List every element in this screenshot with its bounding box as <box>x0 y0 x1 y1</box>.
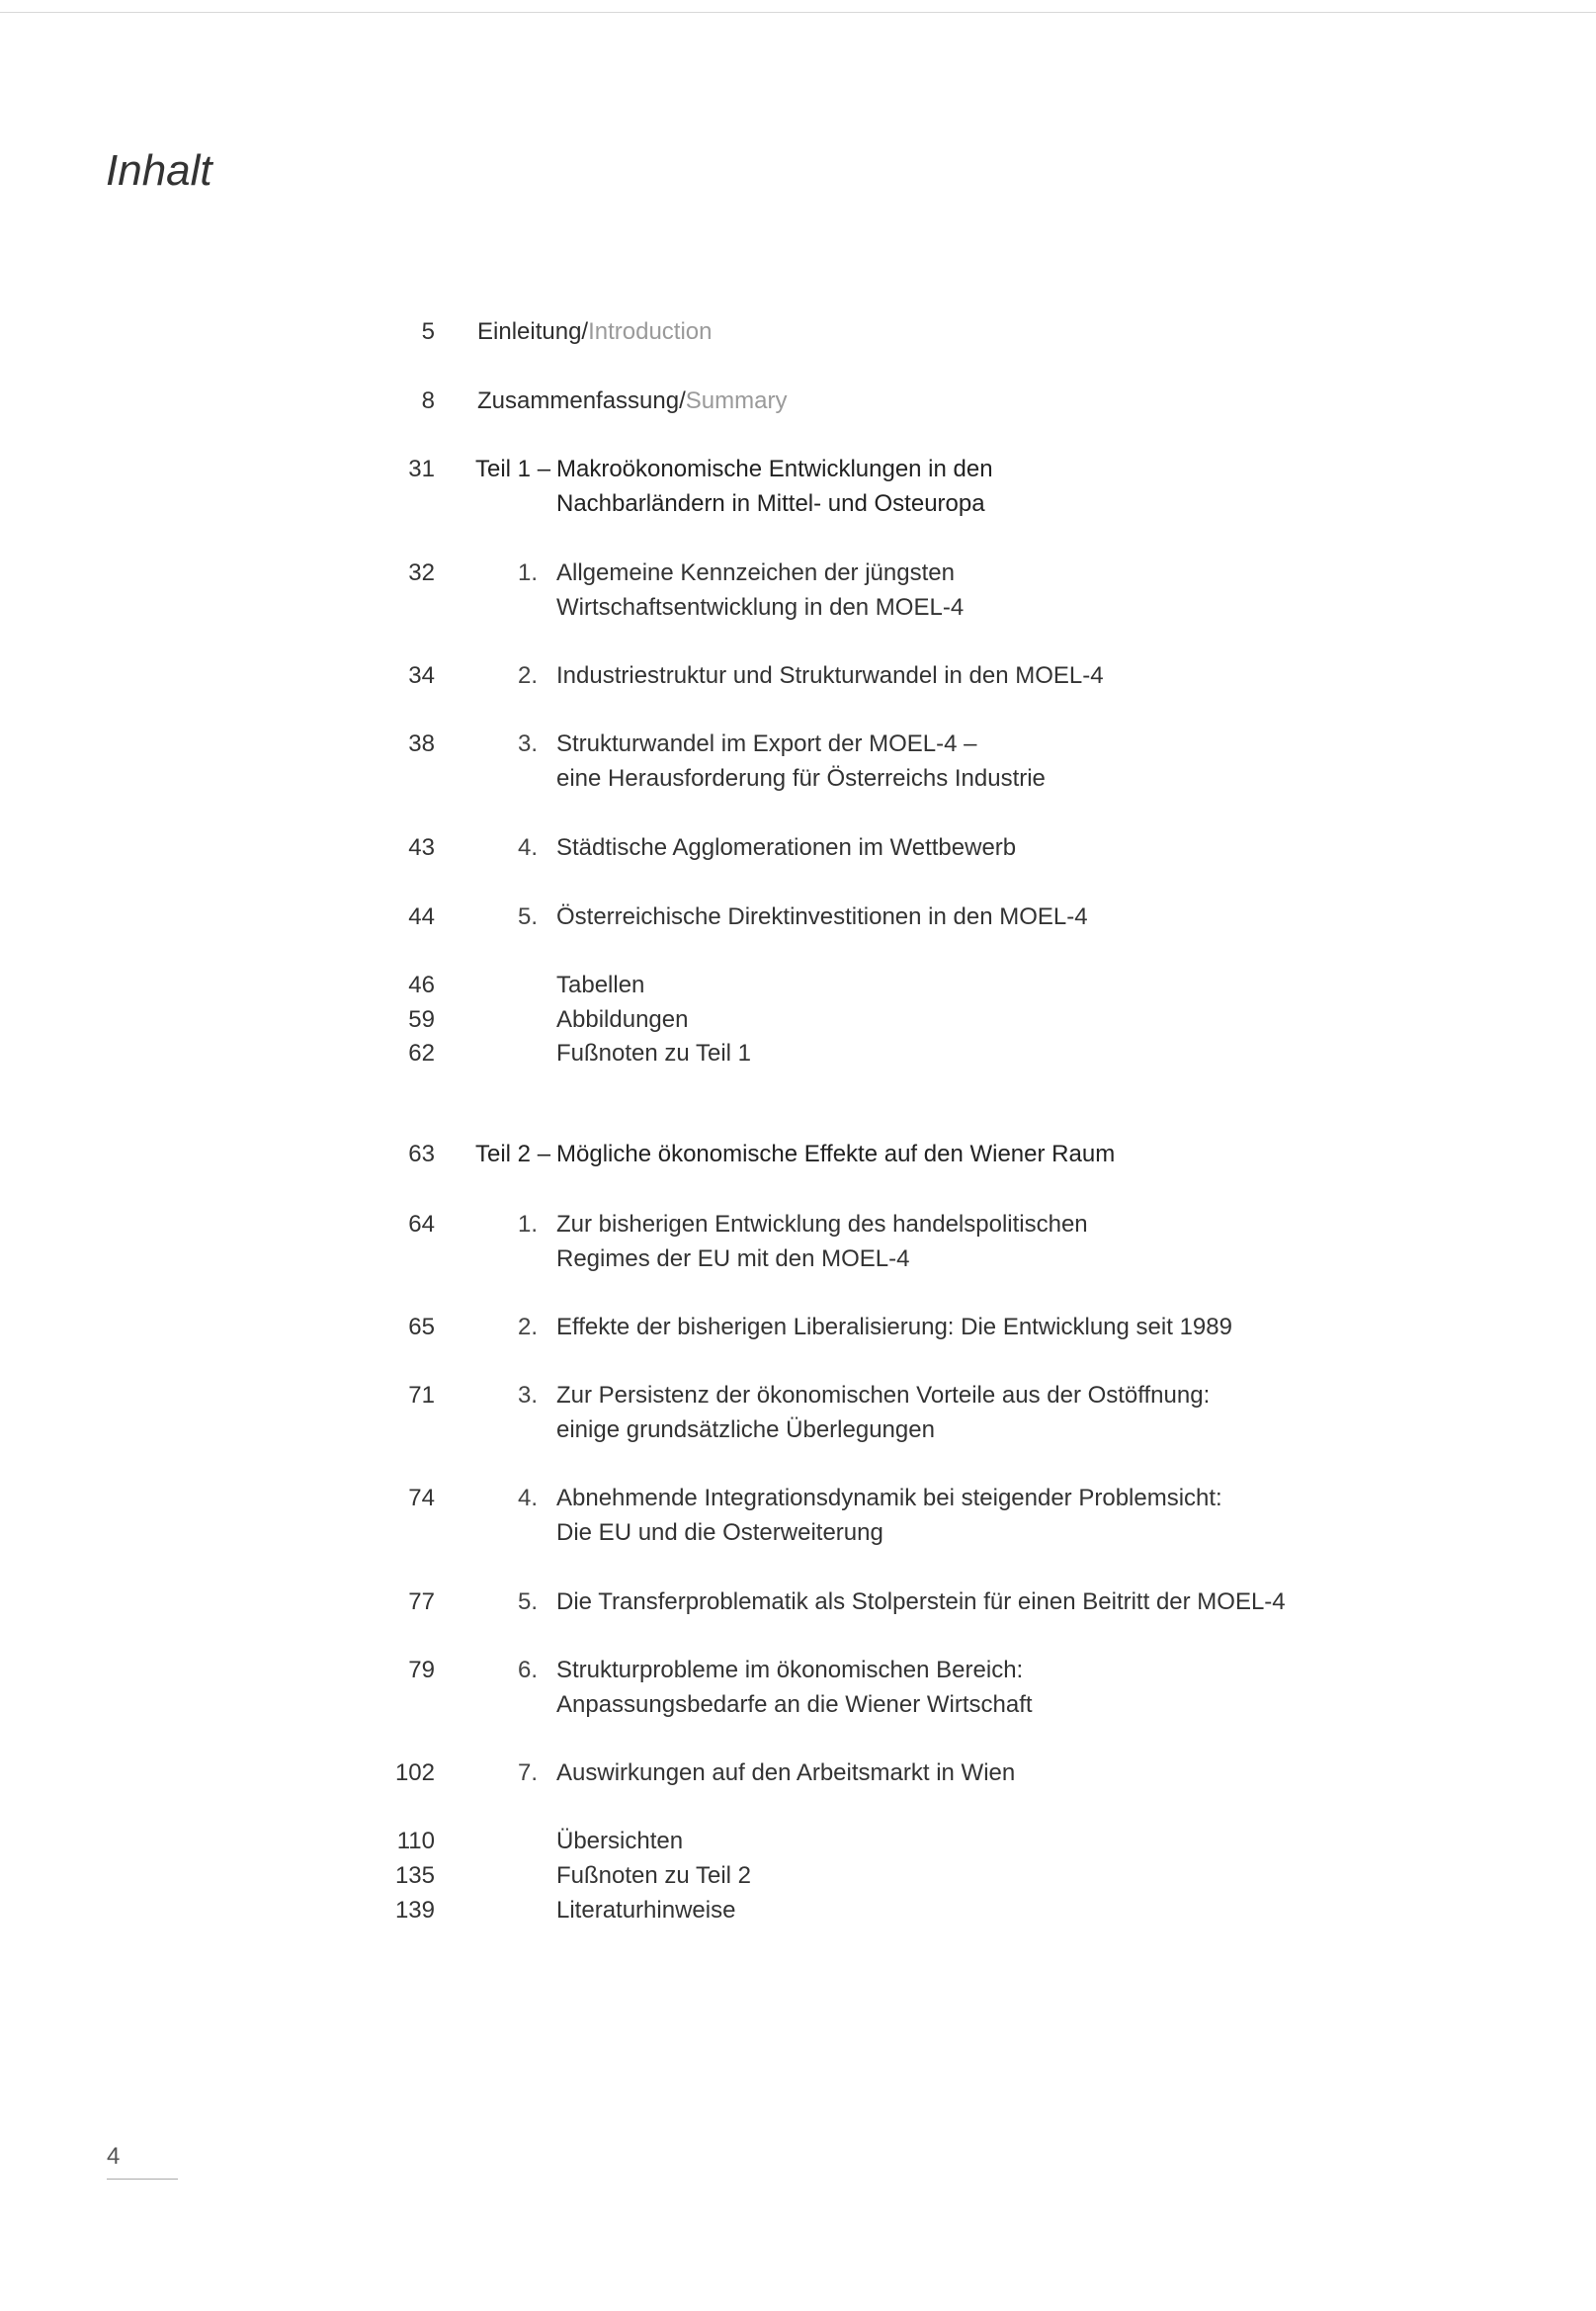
page-number: 64 <box>408 1211 435 1238</box>
entry-number: 1. <box>518 1211 539 1238</box>
entry-title: Effekte der bisherigen Liberalisierung: Die Entwicklung seit 1989 <box>556 1314 1232 1340</box>
page-number: 71 <box>408 1382 435 1409</box>
entry-title: Fußnoten zu Teil 1 <box>556 1040 752 1067</box>
page-number: 74 <box>408 1485 435 1511</box>
entry-number: 3. <box>518 730 539 757</box>
entry-title-line-2: einige grundsätzliche Überlegungen <box>556 1416 935 1443</box>
page-number: 31 <box>408 456 435 482</box>
entry-title: Zur Persistenz der ökonomischen Vorteile aus der Ostöffnung: <box>556 1382 1211 1409</box>
entry-title: Fußnoten zu Teil 2 <box>556 1862 752 1889</box>
page-number: 8 <box>421 387 435 414</box>
entry-title-line-2: eine Herausforderung für Österreichs Industrie <box>556 765 1046 792</box>
page-number: 46 <box>408 972 435 998</box>
entry-number: 5. <box>518 903 539 930</box>
part-title-line-1: Mögliche ökonomische Effekte auf den Wiener Raum <box>556 1141 1116 1167</box>
entry-title: Abbildungen <box>556 1006 689 1033</box>
page-number: 38 <box>408 730 435 757</box>
entry-title: Österreichische Direktinvestitionen in den MOEL-4 <box>556 903 1088 930</box>
page-number: 5 <box>421 318 435 345</box>
entry-title-line-2: Die EU und die Osterweiterung <box>556 1519 883 1546</box>
entry-title: Abnehmende Integrationsdynamik bei steigender Problemsicht: <box>556 1485 1222 1511</box>
entry-number: 2. <box>518 662 539 689</box>
entry-number: 5. <box>518 1588 539 1615</box>
page-number: 110 <box>396 1828 435 1854</box>
entry-title-line-2: Wirtschaftsentwicklung in den MOEL-4 <box>556 594 965 621</box>
page-number: 102 <box>394 1759 435 1786</box>
entry-title: Zur bisherigen Entwicklung des handelspolitischen <box>556 1211 1088 1238</box>
entry-number: 1. <box>518 559 539 586</box>
folio-rule <box>107 2179 178 2180</box>
entry-title: Auswirkungen auf den Arbeitsmarkt in Wien <box>556 1759 1016 1786</box>
page-number: 32 <box>408 559 435 586</box>
page-number: 59 <box>408 1006 435 1033</box>
entry-title: Übersichten <box>556 1828 684 1854</box>
page-number: 135 <box>394 1862 435 1889</box>
page-number: 44 <box>408 903 435 930</box>
entry-number: 4. <box>518 834 539 861</box>
entry-title: Strukturprobleme im ökonomischen Bereich: <box>556 1657 1024 1683</box>
entry-number: 2. <box>518 1314 539 1340</box>
entry-title-line-2: Anpassungsbedarfe an die Wiener Wirtschaft <box>556 1691 1033 1718</box>
entry-title: Industriestruktur und Strukturwandel in den MOEL-4 <box>556 662 1104 689</box>
entry-title: Allgemeine Kennzeichen der jüngsten <box>556 559 955 586</box>
entry-title: Die Transferproblematik als Stolperstein für einen Beitritt der MOEL-4 <box>556 1588 1286 1615</box>
page-number: 77 <box>408 1588 435 1615</box>
page-number: 43 <box>408 834 435 861</box>
entry-title: Strukturwandel im Export der MOEL-4 – <box>556 730 977 757</box>
entry-title: Tabellen <box>556 972 645 998</box>
entry-title-line-2: Regimes der EU mit den MOEL-4 <box>556 1245 910 1272</box>
entry-title: Einleitung/Introduction <box>477 318 713 345</box>
entry-number: 3. <box>518 1382 539 1409</box>
page-number: 79 <box>408 1657 435 1683</box>
part-label: Teil 2 – <box>475 1141 551 1167</box>
entry-title: Zusammenfassung/Summary <box>477 387 788 414</box>
entry-number: 6. <box>518 1657 539 1683</box>
page-title: Inhalt <box>106 146 212 195</box>
page-number: 62 <box>408 1040 435 1067</box>
page-number: 34 <box>408 662 435 689</box>
entry-number: 4. <box>518 1485 539 1511</box>
part-title-line-1: Makroökonomische Entwicklungen in den <box>556 456 993 482</box>
top-rule <box>0 12 1596 13</box>
entry-number: 7. <box>518 1759 539 1786</box>
entry-title: Städtische Agglomerationen im Wettbewerb <box>556 834 1017 861</box>
page-number: 65 <box>408 1314 435 1340</box>
page-folio: 4 <box>107 2143 121 2170</box>
page-number: 139 <box>394 1897 435 1924</box>
part-title-line-2: Nachbarländern in Mittel- und Osteuropa <box>556 490 985 517</box>
entry-title: Literaturhinweise <box>556 1897 736 1924</box>
page-number: 63 <box>408 1141 435 1167</box>
part-label: Teil 1 – <box>475 456 551 482</box>
